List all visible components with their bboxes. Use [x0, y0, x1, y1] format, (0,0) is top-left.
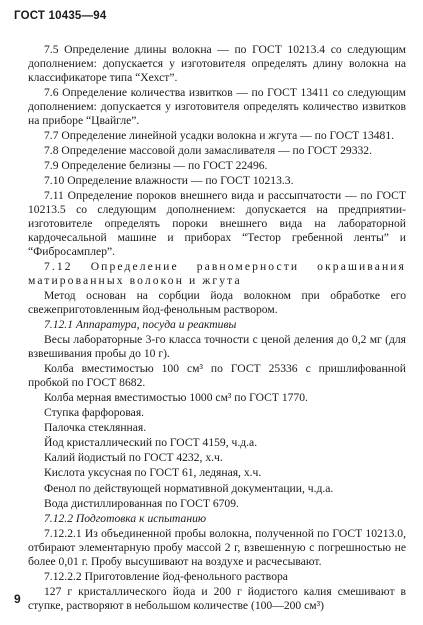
page-number: 9	[14, 592, 21, 606]
list-item-glass-rod: Палочка стеклянная.	[44, 421, 147, 435]
paragraph-7-10: 7.10 Определение влажности — по ГОСТ 10213.3.	[44, 174, 294, 188]
list-item-phenol: Фенол по действующей нормативной документации, ч.д.а.	[44, 481, 334, 495]
document-body	[28, 43, 406, 614]
section-heading-7-12: 7.12 Определение равномерности окрашивания матированных волокон и жгута	[28, 259, 406, 287]
paragraph-7-8: 7.8 Определение массовой доли замасливателя — по ГОСТ 29332.	[44, 143, 372, 157]
list-item-distilled-water: Вода дистиллированная по ГОСТ 6709.	[44, 496, 239, 510]
paragraph-method: Метод основан на сорбции йода волокном при обработке его свежеприготовленным йод-фенольным раствором.	[28, 288, 406, 316]
paragraph-7-11: 7.11 Определение пороков внешнего вида и рассыпчатости — по ГОСТ 10213.5 со следующим дополнением: допускается на предприятии-изготовителе определять пороки внешнего вида на лабораторной кардочесальной машине и приборах “Тестор гребенной ленты” и “Фибросамплер”.	[28, 189, 406, 258]
list-item-flask-1000: Колба мерная вместимостью 1000 см³ по ГОСТ 1770.	[44, 391, 308, 404]
paragraph-7-6: 7.6 Определение количества извитков — по ГОСТ 13411 со следующим дополнением: допускается у изготовителя определять количество извитков на приборе “Цвайгле”.	[28, 85, 406, 127]
paragraph-7-7: 7.7 Определение линейной усадки волокна и жгута — по ГОСТ 13481.	[44, 128, 395, 142]
list-item-scales: Весы лабораторные 3-го класса точности с ценой деления до 0,2 мг (для взвешивания пробы до 10 г).	[28, 333, 406, 360]
list-item-iodine: Йод кристаллический по ГОСТ 4159, ч.д.а.	[44, 436, 258, 450]
list-item-acetic-acid: Кислота уксусная по ГОСТ 61, ледяная, х.ч.	[44, 466, 262, 480]
paragraph-reagent-preparation: 127 г кристаллического йода и 200 г йодистого калия смешивают в ступке, растворяют в небольшом количестве (100—200 см³)	[28, 584, 406, 612]
paragraph-7-9: 7.9 Определение белизны — по ГОСТ 22496.	[44, 159, 268, 172]
list-item-flask-100: Колба вместимостью 100 см³ по ГОСТ 25336 с пришлифованной пробкой по ГОСТ 8682.	[28, 362, 406, 389]
paragraph-7-12-2-1: 7.12.2.1 Из объединенной пробы волокна, полученной по ГОСТ 10213.0, отбирают элементарную пробу массой 2 г, взвешенную с погрешностью не более 0,01 г. Пробу высушивают на воздухе и расчесывают.	[28, 526, 406, 568]
paragraph-7-5: 7.5 Определение длины волокна — по ГОСТ 10213.4 со следующим дополнением: допускается у изготовителя определять длину волокна на классификаторе типа “Хехст”.	[28, 43, 406, 84]
subheading-7-12-2: 7.12.2 Подготовка к испытанию	[44, 511, 207, 525]
subheading-7-12-1: 7.12.1 Аппаратура, посуда и реактивы	[44, 317, 237, 331]
list-item-potassium-iodide: Калий йодистый по ГОСТ 4232, х.ч.	[44, 451, 223, 465]
subheading-7-12-2-2: 7.12.2.2 Приготовление йод-фенольного раствора	[44, 569, 288, 583]
document-header: ГОСТ 10435—94	[14, 10, 107, 22]
list-item-mortar: Ступка фарфоровая.	[44, 406, 145, 420]
